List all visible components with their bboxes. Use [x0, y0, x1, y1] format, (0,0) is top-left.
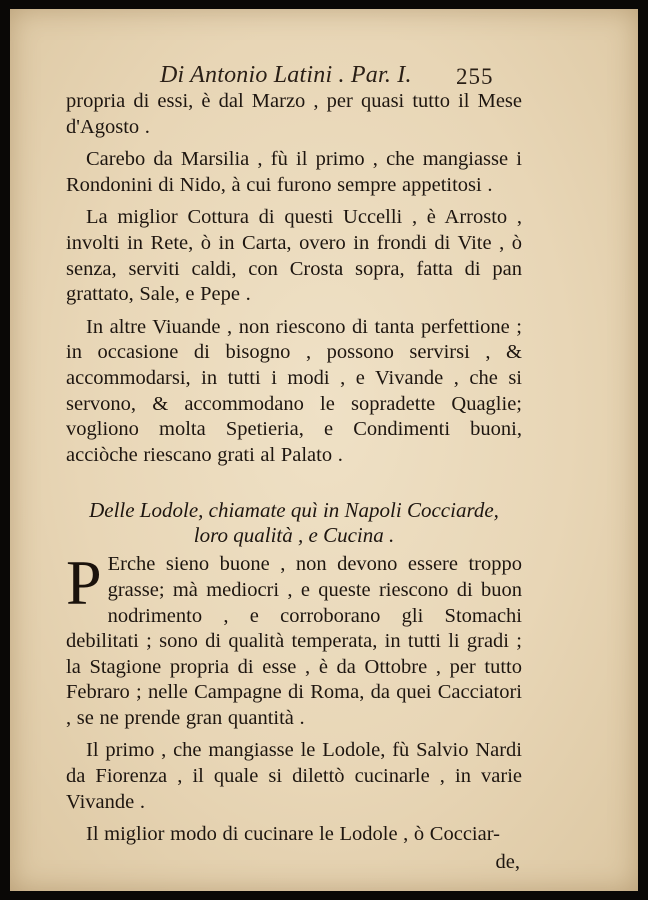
page-number: 255: [456, 64, 494, 89]
page-header: [10, 62, 638, 92]
drop-cap: P: [66, 547, 102, 619]
paragraph-lodole-intro: [66, 547, 522, 731]
body-text: [66, 89, 522, 875]
section-title-line-2: loro qualità , e Cucina .: [193, 523, 395, 548]
catchword: de,: [495, 850, 520, 873]
paragraph-primo-lodole: Il primo , che mangiasse le Lodole, fù Salvio Nardi da Fiorenza , il quale si dilettò cucinarle , in varie Vivande .: [66, 739, 522, 813]
paragraph-cottura: La miglior Cottura di questi Uccelli , è Arrosto , involti in Rete, ò in Carta, overo in frondi di Vite , ò senza, serviti caldi, con Crosta sopra, fatta di pan grattato, Sale, e Pepe .: [66, 206, 522, 306]
paragraph-continuation: propria di essi, è dal Marzo , per quasi tutto il Mese d'Agosto .: [66, 90, 522, 138]
paragraph-miglior-modo: Il miglior modo di cucinare le Lodole , ò Cocciar-: [86, 823, 500, 846]
paragraph-altre-vivande: In altre Viuande , non riescono di tanta perfettione ; in occasione di bisogno , possono servirsi , & accommodarsi, in tutti i modi , e Vivande , che si servono, & accommodano le sopradette Quaglie; vogliono molta Spetieria, e Condimenti buoni, acciòche riescano grati al Palato .: [66, 315, 522, 466]
section-title: [66, 498, 522, 548]
running-head: Di Antonio Latini . Par. I.: [160, 62, 412, 88]
paragraph-lodole-intro-text: Erche sieno buone , non devono essere troppo grasse; mà mediocri , e queste riescono di buon nodrimento , e corroborano gli Stomachi debilitati ; sono di qualità temperata, in tutti li gradi ; la Stagione propria di esse , è da Ottobre , per tutto Febraro ; nelle Campagne di Roma, da quei Cacciatori , se ne prende gran quantità .: [66, 553, 522, 729]
paragraph-carebo: Carebo da Marsilia , fù il primo , che mangiasse i Rondonini di Nido, à cui furono sempre appetitosi .: [66, 148, 522, 196]
book-page: [10, 9, 638, 891]
section-title-line-1: Delle Lodole, chiamate quì in Napoli Cocciarde,: [89, 498, 499, 523]
